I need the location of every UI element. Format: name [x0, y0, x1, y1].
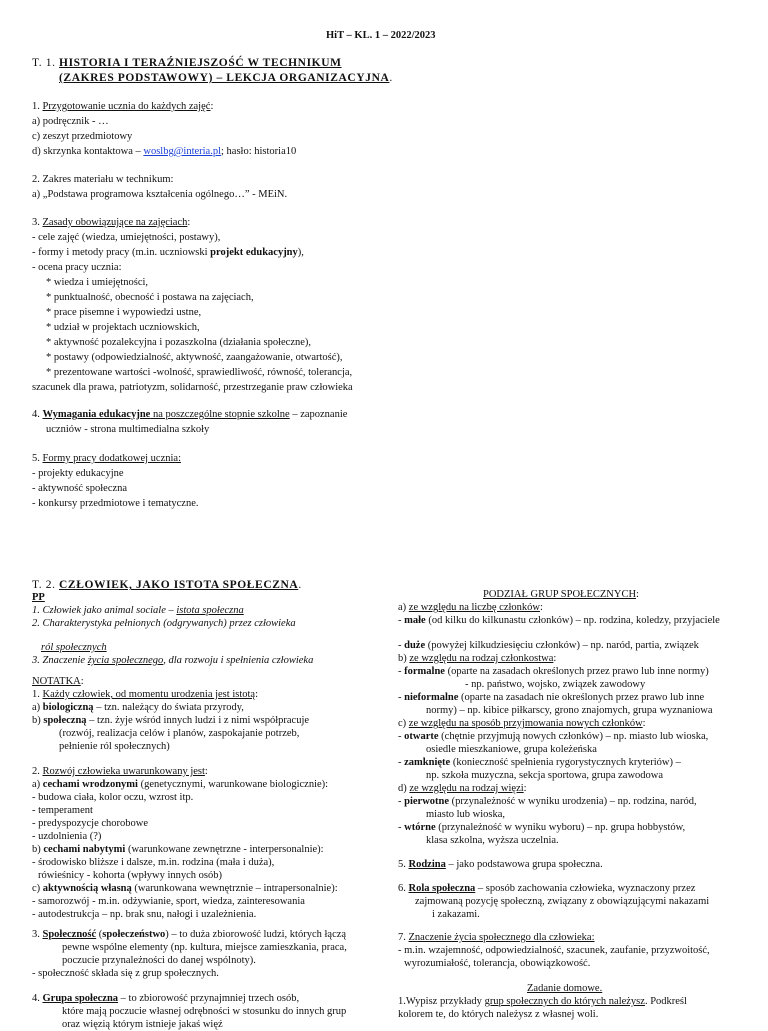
t2-n1-a: a) biologiczną – tzn. należący do świata przyrody, [32, 702, 244, 713]
r-c: c) ze względu na sposób przyjmowania nowych członków: [398, 718, 646, 729]
page-header: HiT – KL. 1 – 2022/2023 [326, 30, 436, 41]
t1-s3-bullet: * prace pisemne i wypowiedzi ustne, [46, 307, 202, 318]
t1-s2-a: a) „Podstawa programowa kształcenia ogólnego…” - MEiN. [32, 189, 288, 200]
r-head: PODZIAŁ GRUP SPOŁECZNYCH: [483, 589, 639, 600]
t1-s3-l2: - formy i metody pracy (m.in. uczniowski projekt edukacyjny), [32, 247, 304, 258]
t1-s3-l1: - cele zajęć (wiedza, umiejętności, postawy), [32, 232, 221, 243]
t2-n2-b: b) cechami nabytymi (warunkowane zewnętrzne - interpersonalnie): [32, 844, 324, 855]
t1-title-2: (ZAKRES PODSTAWOWY) – LEKCJA ORGANIZACYJNA. [59, 72, 393, 84]
r-d1: - pierwotne (przynależność w wyniku urodzenia) – np. rodzina, naród, [398, 796, 697, 807]
t1-title [32, 58, 342, 70]
t2-pp3: 3. Znaczenie życia społecznego, dla rozwoju i spełnienia człowieka [32, 655, 314, 666]
t2-pp1: 1. Człowiek jako animal sociale – istota społeczna [32, 605, 244, 616]
t1-s3-bullet: * wiedza i umiejętności, [46, 277, 149, 288]
t1-title-line1: HISTORIA I TERAŹNIEJSZOŚĆ W TECHNIKUM [59, 57, 342, 69]
t2-n4-2: które mają poczucie własnej odrębności w stosunku do innych grup [62, 1006, 347, 1017]
r-n7-2: - m.in. wzajemność, odpowiedzialność, szacunek, zaufanie, przyzwoitość, [398, 945, 710, 956]
t1-s3-bullet: * postawy (odpowiedzialność, aktywność, zaangażowanie, otwartość), [46, 352, 343, 363]
t2-n2-a: a) cechami wrodzonymi (genetycznymi, warunkowane biologicznie): [32, 779, 329, 790]
r-n7-3: wyrozumiałość, tolerancja, obowiązkowość. [404, 958, 591, 969]
t2-n3: 3. Społeczność (społeczeństwo) – to duża zbiorowość ludzi, których łączą [32, 929, 347, 940]
t2-n2-a2: - temperament [32, 805, 93, 816]
r-n5: 5. Rodzina – jako podstawowa grupa społeczna. [398, 859, 603, 870]
r-d2: - wtórne (przynależność w wyniku wyboru) – np. grupa hobbystów, [398, 822, 686, 833]
r-b: b) ze względu na rodzaj członkostwa: [398, 653, 557, 664]
t2-pp2: 2. Charakterystyka pełnionych (odgrywanych) przez człowieka [32, 618, 296, 629]
t1-s3-bullet: * aktywność pozalekcyjna i pozaszkolna (działania społeczne), [46, 337, 312, 348]
homework-2: kolorem te, do których należysz z własnej woli. [398, 1009, 599, 1020]
t2-n2-c: c) aktywnością własną (warunkowana wewnętrznie – intrapersonalnie): [32, 883, 338, 894]
t1-s5-l3: - konkursy przedmiotowe i tematyczne. [32, 498, 199, 509]
t2-n4-3: oraz więzią którym istnieje jakaś więź [62, 1019, 223, 1030]
t2-n2: 2. Rozwój człowieka uwarunkowany jest: [32, 766, 208, 777]
t1-title-line2: (ZAKRES PODSTAWOWY) – LEKCJA ORGANIZACYJNA [59, 72, 390, 84]
r-n6-2: zajmowaną pozycję społeczną, związany z obowiązującymi nakazami [415, 896, 710, 907]
r-c1-2: osiedle mieszkaniowe, grupa koleżeńska [426, 744, 597, 755]
t1-s5-l1: - projekty edukacyjne [32, 468, 124, 479]
r-n6-3: i zakazami. [432, 909, 480, 920]
t1-s1-c: c) zeszyt przedmiotowy [32, 131, 133, 142]
t2-n2-c1: - samorozwój - m.in. odżywianie, sport, wiedza, zainteresowania [32, 896, 305, 907]
t1-s3-head: 3. Zasady obowiązujące na zajęciach: [32, 217, 191, 228]
r-b1: - formalne (oparte na zasadach określonych przez prawo lub inne normy) [398, 666, 709, 677]
t1-s4-l2: uczniów - strona multimedialna szkoły [46, 424, 210, 435]
r-n7: 7. Znaczenie życia społecznego dla człowieka: [398, 932, 595, 943]
t2-n2-a1: - budowa ciała, kolor oczu, wzrost itp. [32, 792, 194, 803]
t2-pp: PP [32, 592, 45, 603]
t1-s5-l2: - aktywność społeczna [32, 483, 128, 494]
t1-s1-d: d) skrzynka kontaktowa – woslbg@interia.pl; hasło: historia10 [32, 146, 297, 157]
homework-1: 1.Wypisz przykłady grup społecznych do których należysz. Podkreśl [398, 996, 687, 1007]
t2-n2-b2: rówieśnicy - kohorta (wpływy innych osób) [38, 870, 223, 881]
t2-n3-4: - społeczność składa się z grup społecznych. [32, 968, 219, 979]
homework-head: Zadanie domowe. [527, 983, 603, 994]
r-n6: 6. Rola społeczna – sposób zachowania człowieka, wyznaczony przez [398, 883, 696, 894]
t2-n2-c2: - autodestrukcja – np. brak snu, nałogi i uzależnienia. [32, 909, 257, 920]
t2-n3-2: pewne wspólne elementy (np. kultura, miejsce zamieszkania, praca, [62, 942, 347, 953]
t2-n1-b: b) społeczną – tzn. żyje wśród innych ludzi i z nimi współpracuje [32, 715, 310, 726]
r-a2: - duże (powyżej kilkudziesięciu członków) – np. naród, partia, związek [398, 640, 699, 651]
r-b2: - nieformalne (oparte na zasadach nie określonych przez prawo lub inne [398, 692, 705, 703]
t2-n1-b2: (rozwój, realizacja celów i planów, zaspokajanie potrzeb, [59, 728, 300, 739]
t2-n4: 4. Grupa społeczna – to zbiorowość przynajmniej trzech osób, [32, 993, 300, 1004]
t1-s3-bullet: * udział w projektach uczniowskich, [46, 322, 200, 333]
r-a1: - małe (od kilku do kilkunastu członków) – np. rodzina, koledzy, przyjaciele [398, 615, 720, 626]
t2-n3-3: poczucie przynależności do danej wspólnoty). [62, 955, 256, 966]
t2-n1: 1. Każdy człowiek, od momentu urodzenia jest istotą: [32, 689, 258, 700]
r-d2-2: klasa szkolna, wyższa uczelnia. [426, 835, 559, 846]
r-d: d) ze względu na rodzaj więzi: [398, 783, 527, 794]
t1-s3-bullet: * punktualność, obecność i postawa na zajęciach, [46, 292, 254, 303]
r-c2-2: np. szkoła muzyczna, sekcja sportowa, grupa zawodowa [426, 770, 664, 781]
t2-title: T. 2. CZŁOWIEK, JAKO ISTOTA SPOŁECZNA. [32, 579, 302, 591]
t1-s5-head: 5. Formy pracy dodatkowej ucznia: [32, 453, 181, 464]
r-c2: - zamknięte (konieczność spełnienia rygorystycznych kryteriów) – [398, 757, 681, 768]
email-link[interactable]: woslbg@interia.pl [143, 146, 222, 157]
r-b2-2: normy) – np. kibice piłkarscy, grono znajomych, grupa wyznaniowa [426, 705, 713, 716]
t1-s4: 4. Wymagania edukacyjne na poszczególne stopnie szkolne – zapoznanie [32, 409, 348, 420]
t1-s3-l3: - ocena pracy ucznia: [32, 262, 122, 273]
t2-n2-b1: - środowisko bliższe i dalsze, m.in. rodzina (mała i duża), [32, 857, 275, 868]
t1-num: T. 1. [32, 57, 56, 69]
t2-pp2b: ról społecznych [41, 642, 107, 653]
t2-n1-b3: pełnienie ról społecznych) [59, 741, 170, 752]
r-c1: - otwarte (chętnie przyjmują nowych członków) – np. miasto lub wioska, [398, 731, 709, 742]
t1-s1-head: 1. Przygotowanie ucznia do każdych zajęć: [32, 101, 214, 112]
t1-s2-head: 2. Zakres materiału w technikum: [32, 174, 174, 185]
r-b1-2: - np. państwo, wojsko, związek zawodowy [465, 679, 646, 690]
t2-n2-a3: - predyspozycje chorobowe [32, 818, 149, 829]
r-a: a) ze względu na liczbę członków: [398, 602, 543, 613]
t1-s3-bullet-cont: szacunek dla prawa, patriotyzm, solidarność, przestrzeganie praw człowieka [32, 382, 353, 393]
t2-notatka: NOTATKA: [32, 676, 84, 687]
t1-s1-a: a) podręcznik - … [32, 116, 109, 127]
r-d1-2: miasto lub wioska, [426, 809, 506, 820]
t2-n2-a4: - uzdolnienia (?) [32, 831, 102, 842]
t1-s3-bullet: * prezentowane wartości -wolność, sprawiedliwość, równość, tolerancja, [46, 367, 353, 378]
